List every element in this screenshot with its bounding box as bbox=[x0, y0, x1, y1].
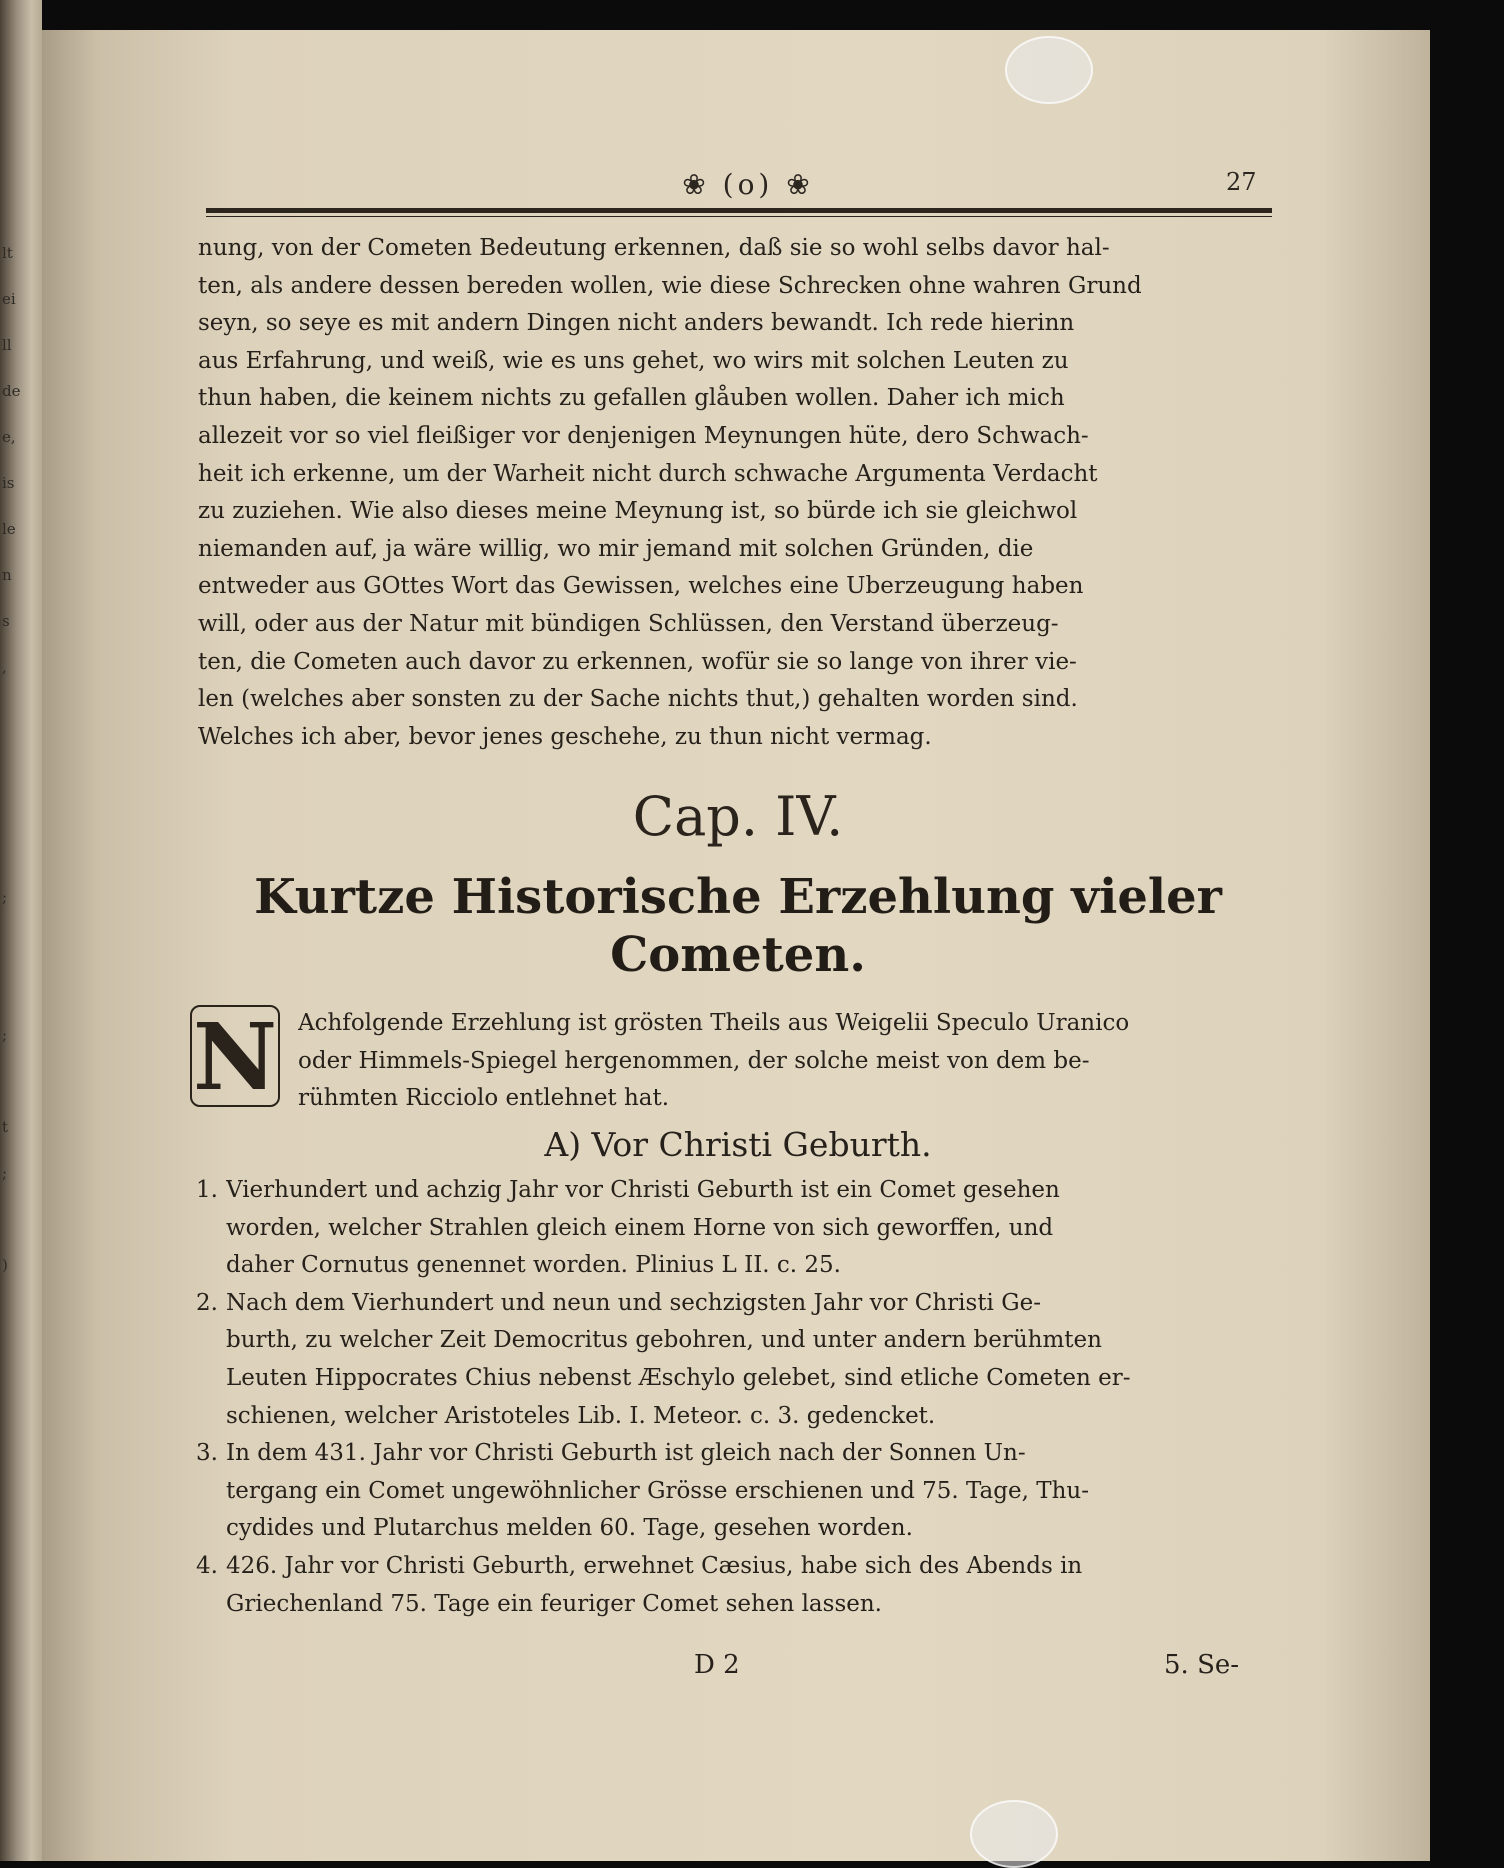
margin-fragment bbox=[2, 1334, 14, 1380]
subsection-heading: A) Vor Christi Geburth. bbox=[544, 1125, 932, 1164]
margin-fragment: ; bbox=[2, 1164, 8, 1182]
text-line: Griechenland 75. Tage ein feuriger Comet sehen lassen. bbox=[226, 1590, 882, 1617]
decorated-initial: N bbox=[190, 1005, 280, 1107]
margin-fragment: is bbox=[2, 474, 15, 492]
text-line: tergang ein Comet ungewöhnlicher Grösse erschienen und 75. Tage, Thu‑ bbox=[226, 1477, 1089, 1504]
text-line: aus Erfahrung, und weiß, wie es uns gehet, wo wirs mit solchen Leuten zu bbox=[198, 347, 1069, 374]
text-line: ten, als andere dessen bereden wollen, wie diese Schrecken ohne wahren Grund bbox=[198, 272, 1142, 299]
facing-page-text-fragments bbox=[2, 230, 21, 1380]
text-line: schienen, welcher Aristoteles Lib. I. Meteor. c. 3. gedencket. bbox=[226, 1402, 936, 1429]
text-line: nung, von der Cometen Bedeutung erkennen, daß sie so wohl selbs davor hal‑ bbox=[198, 235, 1110, 261]
signature-mark: D 2 bbox=[694, 1650, 740, 1680]
section-title-line-1: Kurtze Historische Erzehlung vieler bbox=[254, 869, 1222, 925]
page-number: 27 bbox=[1226, 168, 1257, 196]
section-title-line-2: Cometen. bbox=[610, 927, 866, 983]
entry-number: 3. bbox=[196, 1440, 218, 1467]
chapter-heading: Cap. IV. bbox=[632, 785, 844, 848]
list-item bbox=[196, 1548, 1276, 1623]
text-line: Vierhundert und achzig Jahr vor Christi Geburth ist ein Comet gesehen bbox=[226, 1177, 1060, 1203]
margin-fragment bbox=[2, 828, 14, 874]
text-line: In dem 431. Jahr vor Christi Geburth ist gleich nach der Sonnen Un‑ bbox=[226, 1440, 1026, 1467]
margin-fragment bbox=[2, 966, 14, 1012]
text-line: 426. Jahr vor Christi Geburth, erwehnet Cæsius, habe sich des Abends in bbox=[226, 1552, 1083, 1579]
margin-fragment: e, bbox=[2, 428, 16, 446]
margin-fragment: t bbox=[2, 1118, 9, 1136]
text-line: will, oder aus der Natur mit bündigen Schlüssen, den Verstand überzeug‑ bbox=[198, 610, 1059, 637]
margin-fragment bbox=[2, 1288, 14, 1334]
margin-fragment: ; bbox=[2, 888, 8, 906]
header-ornament: ❀ (o) ❀ bbox=[682, 168, 814, 201]
entry-number: 2. bbox=[196, 1289, 218, 1316]
margin-fragment bbox=[2, 1058, 14, 1104]
margin-fragment: ll bbox=[2, 336, 12, 354]
section-title bbox=[200, 868, 1276, 984]
header-rule bbox=[206, 208, 1272, 213]
catchword: 5. Se‑ bbox=[1164, 1650, 1240, 1680]
margin-fragment bbox=[2, 782, 14, 828]
text-line: Achfolgende Erzehlung ist grösten Theils aus Weigelii Speculo Uranico bbox=[298, 1010, 1130, 1036]
margin-fragment: lt bbox=[2, 244, 13, 262]
text-line: oder Himmels‑Spiegel hergenommen, der solche meist von dem be‑ bbox=[298, 1047, 1090, 1074]
text-line: Leuten Hippocrates Chius nebenst Æschylo gelebet, sind etliche Cometen er‑ bbox=[226, 1364, 1131, 1391]
entry-number: 1. bbox=[196, 1177, 218, 1203]
text-line: seyn, so seye es mit andern Dingen nicht anders bewandt. Ich rede hierinn bbox=[198, 310, 1075, 337]
entries-list bbox=[196, 1172, 1276, 1623]
text-line: len (welches aber sonsten zu der Sache nichts thut,) gehalten worden sind. bbox=[198, 686, 1078, 713]
margin-fragment: ) bbox=[2, 1256, 8, 1274]
margin-fragment bbox=[2, 690, 14, 736]
margin-fragment: s bbox=[2, 612, 10, 630]
margin-fragment: le bbox=[2, 520, 16, 538]
text-line: cydides und Plutarchus melden 60. Tage, gesehen worden. bbox=[226, 1515, 913, 1542]
margin-fragment bbox=[2, 920, 14, 966]
paragraph-top bbox=[198, 230, 1276, 756]
intro-paragraph bbox=[298, 1005, 1276, 1118]
margin-fragment: ei bbox=[2, 290, 16, 308]
margin-fragment bbox=[2, 736, 14, 782]
text-line: daher Cornutus genennet worden. Plinius L II. c. 25. bbox=[226, 1252, 841, 1279]
entry-number: 4. bbox=[196, 1552, 218, 1579]
margin-fragment: n bbox=[2, 566, 12, 584]
header-rule-thin bbox=[206, 216, 1272, 217]
text-line: rühmten Ricciolo entlehnet hat. bbox=[298, 1085, 670, 1112]
page-clip-top bbox=[1005, 36, 1093, 104]
text-line: Welches ich aber, bevor jenes geschehe, zu thun nicht vermag. bbox=[198, 723, 932, 750]
text-line: entweder aus GOttes Wort das Gewissen, welches eine Uberzeugung haben bbox=[198, 573, 1084, 600]
list-item bbox=[196, 1435, 1276, 1548]
text-line: thun haben, die keinem nichts zu gefallen glåuben wollen. Daher ich mich bbox=[198, 385, 1065, 412]
text-line: zu zuziehen. Wie also dieses meine Meynung ist, so bürde ich sie gleichwol bbox=[198, 498, 1078, 525]
text-line: niemanden auf, ja wäre willig, wo mir jemand mit solchen Gründen, die bbox=[198, 535, 1034, 562]
text-line: burth, zu welcher Zeit Democritus gebohren, und unter andern berühmten bbox=[226, 1327, 1102, 1354]
margin-fragment: de bbox=[2, 382, 21, 400]
text-line: heit ich erkenne, um der Warheit nicht durch schwache Argumenta Verdacht bbox=[198, 460, 1098, 487]
text-line: ten, die Cometen auch davor zu erkennen, wofür sie so lange von ihrer vie‑ bbox=[198, 648, 1077, 675]
page-clip-bottom bbox=[970, 1800, 1058, 1868]
text-line: allezeit vor so viel fleißiger vor denjenigen Meynungen hüte, dero Schwach‑ bbox=[198, 422, 1089, 449]
text-line: worden, welcher Strahlen gleich einem Horne von sich geworffen, und bbox=[226, 1214, 1054, 1241]
margin-fragment bbox=[2, 1196, 14, 1242]
margin-fragment: , bbox=[2, 658, 7, 676]
list-item bbox=[196, 1172, 1276, 1285]
margin-fragment: ; bbox=[2, 1026, 8, 1044]
text-line: Nach dem Vierhundert und neun und sechzigsten Jahr vor Christi Ge‑ bbox=[226, 1289, 1041, 1316]
list-item bbox=[196, 1285, 1276, 1435]
